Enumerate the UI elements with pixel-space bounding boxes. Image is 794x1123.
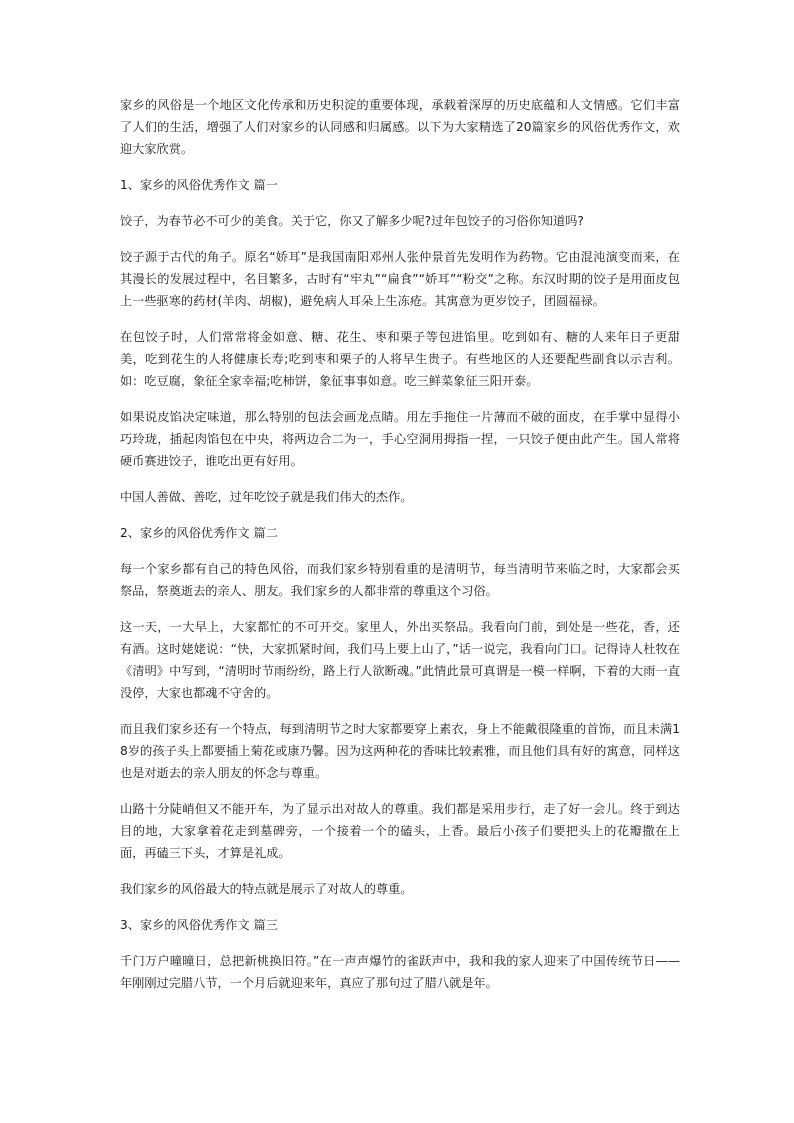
document-body bbox=[120, 94, 680, 1008]
paragraph: 如果说皮馅决定味道，那么特别的包法会画龙点睛。用左手拖住一片薄而不破的面皮，在手掌中显得小巧玲珑，插起肉馅包在中央，将两边合二为一，手心空洞用拇指一捏，一只饺子便由此产生。国人常将硬币赛进饺子，谁吃出更有好用。 bbox=[120, 410, 680, 468]
section-heading-2: 2、家乡的风俗优秀作文 篇二 bbox=[120, 526, 278, 540]
paragraph: 饺子，为春节必不可少的美食。关于它，你又了解多少呢?过年包饺子的习俗你知道吗? bbox=[120, 214, 584, 228]
paragraph: 而且我们家乡还有一个特点，每到清明节之时大家都要穿上素衣，身上不能戴很隆重的首饰，而且未满18岁的孩子头上都要插上菊花或康乃馨。因为这两种花的香味比较素雅，而且他们具有好的寓意，同样这也是对逝去的亲人朋友的怀念与尊重。 bbox=[120, 722, 680, 780]
section-heading-1: 1、家乡的风俗优秀作文 篇一 bbox=[120, 178, 278, 192]
intro-paragraph: 家乡的风俗是一个地区文化传承和历史积淀的重要体现，承载着深厚的历史底蕴和人文情感。它们丰富了人们的生活，增强了人们对家乡的认同感和归属感。以下为大家精选了20篇家乡的风俗优秀作文，欢迎大家欣赏。 bbox=[120, 98, 680, 156]
section-heading-3: 3、家乡的风俗优秀作文 篇三 bbox=[120, 918, 278, 932]
paragraph: 每一个家乡都有自己的特色风俗，而我们家乡特别看重的是清明节，每当清明节来临之时，大家都会买祭品，祭奠逝去的亲人、朋友。我们家乡的人都非常的尊重这个习俗。 bbox=[120, 562, 680, 598]
paragraph: 中国人善做、善吃，过年吃饺子就是我们伟大的杰作。 bbox=[120, 490, 413, 504]
paragraph: 我们家乡的风俗最大的特点就是展示了对故人的尊重。 bbox=[120, 882, 413, 896]
paragraph: 饺子源于古代的角子。原名“娇耳”是我国南阳邓州人张仲景首先发明作为药物。它由混沌演变而来，在其漫长的发展过程中，名目繁多，古时有“牢丸”“扁食”“娇耳”“粉交”之称。东汉时期的饺子是用面皮包上一些驱寒的药材(羊肉、胡椒)，避免病人耳朵上生冻疮。其寓意为更岁饺子，团圆福禄。 bbox=[120, 250, 680, 308]
paragraph: 在包饺子时，人们常常将金如意、糖、花生、枣和栗子等包进馅里。吃到如有、糖的人来年日子更甜美，吃到花生的人将健康长寿;吃到枣和栗子的人将早生贵子。有些地区的人还要配些副食以示吉利。如：吃豆腐，象征全家幸福;吃柿饼，象征事事如意。吃三鲜菜象征三阳开泰。 bbox=[120, 330, 680, 388]
paragraph: 山路十分陡峭但又不能开车，为了显示出对故人的尊重。我们都是采用步行，走了好一会儿。终于到达目的地，大家拿着花走到墓碑旁，一个接着一个的磕头，上香。最后小孩子们要把头上的花瓣撒在上面，再磕三下头，才算是礼成。 bbox=[120, 802, 680, 860]
paragraph: 这一天，一大早上，大家都忙的不可开交。家里人，外出买祭品。我看向门前，到处是一些花，香，还有酒。这时姥姥说：“快，大家抓紧时间，我们马上要上山了，”话一说完，我看向门口。记得诗人杜牧在《清明》中写到，“清明时节雨纷纷，路上行人欲断魂。”此情此景可真谓是一模一样啊，下着的大雨一直没停，大家也都魂不守舍的。 bbox=[120, 620, 680, 700]
paragraph: 千门万户曈曈日，总把新桃换旧符。”在一声声爆竹的雀跃声中，我和我的家人迎来了中国传统节日——年刚刚过完腊八节，一个月后就迎来年，真应了那句过了腊八就是年。 bbox=[120, 954, 680, 990]
